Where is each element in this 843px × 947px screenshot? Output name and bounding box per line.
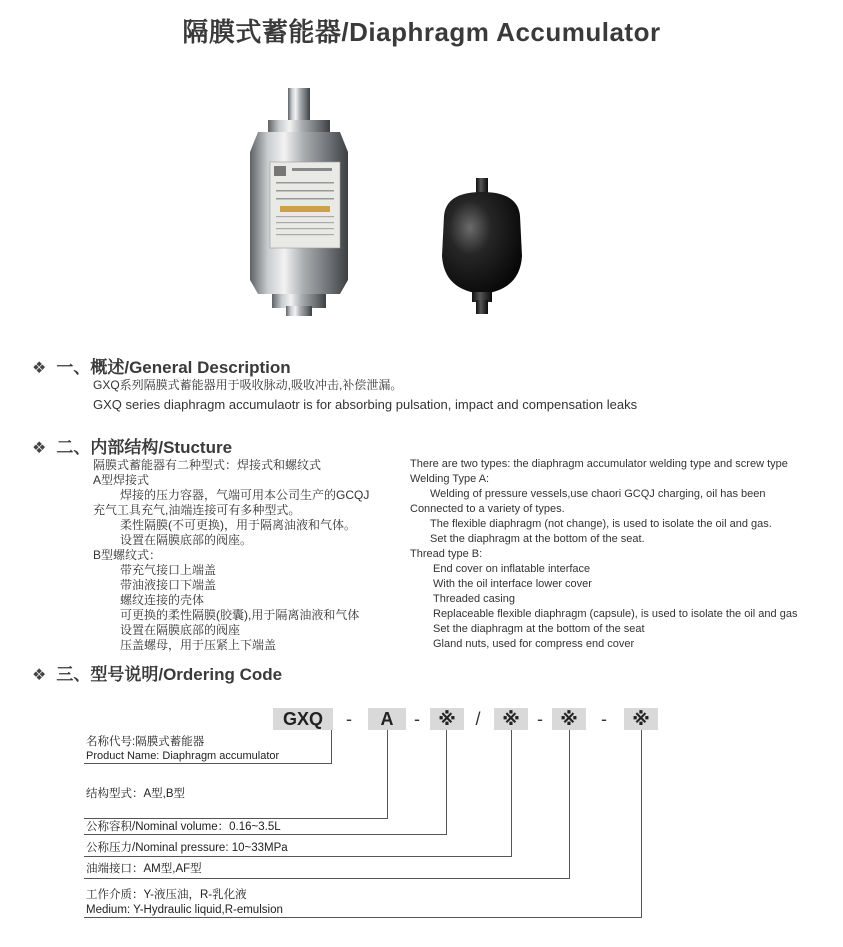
structure-en-line: Set the diaphragm at the bottom of the seat (433, 623, 645, 635)
structure-en-line: Threaded casing (433, 593, 515, 605)
section-heading-text: 一、概述/General Description (56, 358, 291, 377)
leader-line (84, 763, 332, 764)
structure-en-line: Welding of pressure vessels,use chaori GCQJ charging, oil has been (430, 488, 766, 500)
section-heading-structure (32, 433, 232, 458)
section-heading-text: 二、内部结构/Stucture (56, 438, 233, 457)
structure-cn-line: 焊接的压力容器，气端可用本公司生产的GCQJ (120, 488, 370, 502)
general-line-cn: GXQ系列隔膜式蓄能器用于吸收脉动,吸收冲击,补偿泄漏。 (93, 378, 403, 392)
label-pressure: 公称压力/Nominal pressure: 10~33MPa (86, 842, 288, 854)
diamond-bullet-icon: ❖ (32, 440, 47, 457)
diamond-bullet-icon: ❖ (32, 360, 47, 377)
code-part-medium: ※ (624, 708, 658, 730)
code-part-type: A (368, 708, 406, 730)
structure-cn-line: 隔膜式蓄能器有二种型式：焊接式和螺纹式 (93, 458, 322, 472)
general-line-en: GXQ series diaphragm accumulaotr is for absorbing pulsation, impact and compensation leaks (93, 397, 638, 412)
label-medium-cn: 工作介质：Y-液压油，R-乳化液 (86, 889, 247, 901)
structure-cn-line: 设置在隔膜底部的阀座。 (120, 533, 253, 547)
structure-cn-line: 设置在隔膜底部的阀座 (120, 623, 241, 637)
leader-line (84, 818, 388, 819)
leader-line (84, 856, 512, 857)
code-part-series: GXQ (273, 708, 333, 730)
code-part-port: ※ (552, 708, 586, 730)
page-title: 隔膜式蓄能器/Diaphragm Accumulator (182, 17, 661, 47)
structure-en-line: Welding Type A: (410, 473, 490, 485)
structure-cn-line: 充气工具充气,油端连接可有多种型式。 (93, 503, 301, 517)
section-heading-ordering (32, 660, 282, 685)
code-part-volume: ※ (430, 708, 464, 730)
label-type: 结构型式：A型,B型 (86, 788, 186, 800)
leader-line (446, 730, 447, 834)
code-dash: - (537, 709, 543, 729)
code-part-pressure: ※ (494, 708, 528, 730)
label-volume: 公称容积/Nominal volume：0.16~3.5L (86, 821, 281, 833)
leader-line (569, 730, 570, 878)
structure-en-line: Thread type B: (410, 548, 483, 560)
diamond-bullet-icon: ❖ (32, 667, 47, 684)
structure-en-line: Set the diaphragm at the bottom of the seat. (430, 533, 645, 545)
structure-cn-line: 压盖螺母，用于压紧上下端盖 (120, 638, 277, 652)
section-heading-general (32, 353, 291, 378)
label-medium-en: Medium: Y-Hydraulic liquid,R-emulsion (86, 904, 283, 916)
structure-cn-line: B型螺纹式： (93, 548, 162, 562)
structure-cn-line: A型焊接式 (93, 473, 150, 487)
structure-cn-line: 带充气接口上端盖 (120, 563, 217, 577)
structure-cn-line: 可更换的柔性隔膜(胶囊),用于隔离油液和气体 (120, 608, 360, 622)
code-dash: - (346, 709, 352, 729)
leader-line (84, 917, 642, 918)
leader-line (84, 878, 570, 879)
leader-line (641, 730, 642, 917)
structure-cn-line: 带油液接口下端盖 (120, 578, 217, 592)
structure-en-line: Gland nuts, used for compress end cover (433, 638, 635, 650)
label-name-cn: 名称代号:隔膜式蓄能器 (86, 736, 205, 748)
black-accumulator-image (442, 178, 522, 314)
structure-en-line: Replaceable flexible diaphragm (capsule), is used to isolate the oil and gas (433, 608, 798, 620)
code-slash: / (475, 709, 481, 729)
label-port: 油端接口：AM型,AF型 (86, 863, 202, 875)
steel-accumulator-image (250, 88, 348, 316)
product-photo-area (240, 80, 570, 325)
leader-line (331, 730, 332, 763)
structure-en-line: End cover on inflatable interface (433, 563, 591, 575)
leader-line (511, 730, 512, 856)
label-name-en: Product Name: Diaphragm accumulator (86, 750, 280, 762)
leader-line (84, 834, 447, 835)
structure-en-line: There are two types: the diaphragm accumulator welding type and screw type (410, 458, 788, 470)
structure-cn-line: 螺纹连接的壳体 (120, 593, 205, 607)
section-heading-text: 三、型号说明/Ordering Code (56, 665, 283, 684)
code-dash: - (414, 709, 420, 729)
code-dash: - (601, 709, 607, 729)
structure-en-line: The flexible diaphragm (not change), is used to isolate the oil and gas. (430, 518, 772, 530)
leader-line (387, 730, 388, 818)
structure-en-line: With the oil interface lower cover (433, 578, 592, 590)
structure-en-line: Connected to a variety of types. (410, 503, 565, 515)
structure-cn-line: 柔性隔膜(不可更换)，用于隔离油液和气体。 (120, 518, 356, 532)
